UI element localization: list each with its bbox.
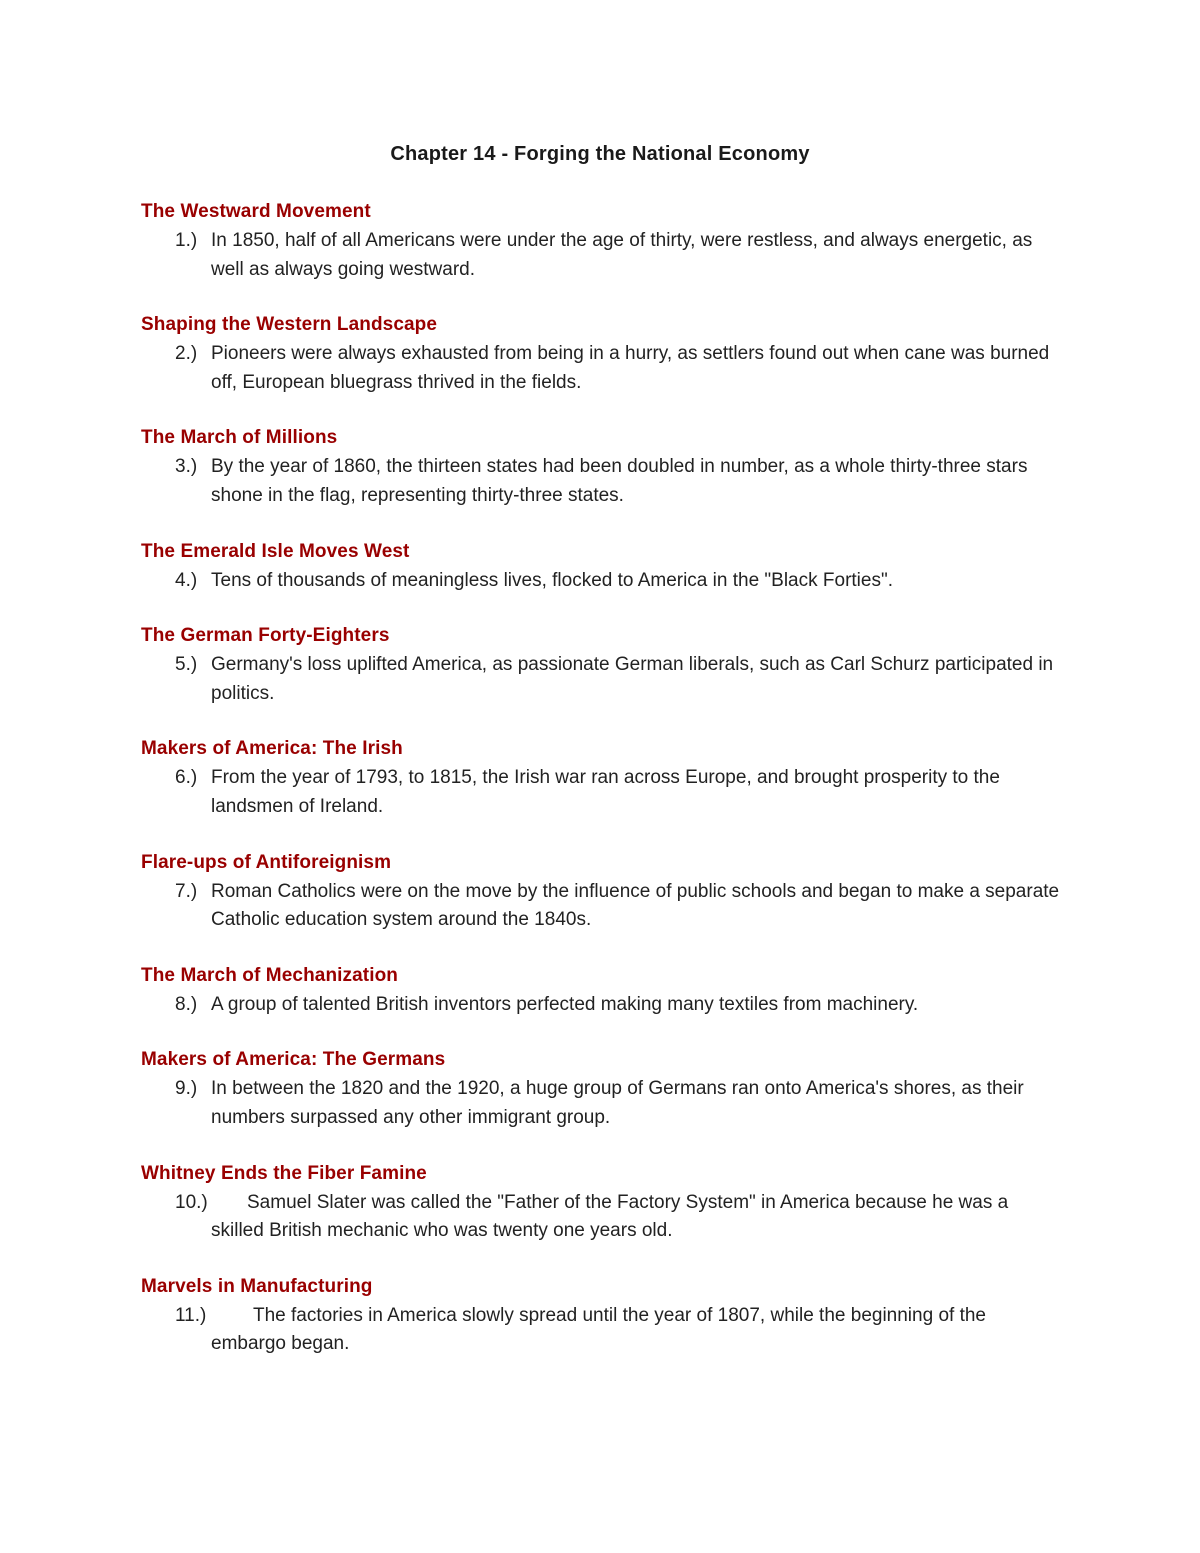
section-heading: Makers of America: The Germans bbox=[141, 1049, 446, 1071]
section-heading: Marvels in Manufacturing bbox=[141, 1275, 373, 1297]
section bbox=[141, 1275, 1081, 1359]
item-text: Tens of thousands of meaningless lives, flocked to America in the "Black Forties". bbox=[211, 569, 893, 591]
item-number: 5.) bbox=[175, 654, 198, 676]
item-text: In 1850, half of all Americans were under the age of thirty, were restless, and always energetic, as well as always going westward. bbox=[211, 230, 1033, 280]
list-item bbox=[141, 567, 1081, 596]
item-number: 1.) bbox=[175, 230, 198, 251]
item-text: Pioneers were always exhausted from being in a hurry, as settlers found out when cane was burned off, European bluegrass thrived in the fields. bbox=[211, 343, 1050, 393]
list-item bbox=[141, 1189, 1081, 1246]
item-number: 11.) bbox=[175, 1304, 207, 1326]
item-number: 2.) bbox=[175, 343, 198, 365]
item-text: By the year of 1860, the thirteen states had been doubled in number, as a whole thirty-three stars shone in the flag, representing thirty-three states. bbox=[211, 456, 1028, 506]
item-number: 10.) bbox=[175, 1191, 208, 1213]
section-heading: Whitney Ends the Fiber Famine bbox=[141, 1162, 427, 1184]
section-heading: The German Forty-Eighters bbox=[141, 625, 390, 647]
item-number: 9.) bbox=[175, 1078, 198, 1100]
section bbox=[141, 313, 1081, 397]
item-text: Samuel Slater was called the "Father of the Factory System" in America because he was a skilled British mechanic who was twenty one years old. bbox=[211, 1191, 1009, 1242]
section bbox=[141, 540, 1081, 596]
item-number: 6.) bbox=[175, 767, 198, 789]
section bbox=[141, 851, 1081, 935]
list-item bbox=[141, 1302, 1081, 1359]
list-item bbox=[141, 991, 1081, 1020]
list-item bbox=[141, 453, 1081, 510]
list-item bbox=[141, 1075, 1081, 1132]
section bbox=[141, 1048, 1081, 1132]
list-item bbox=[141, 651, 1081, 708]
item-text: A group of talented British inventors perfected making many textiles from machinery. bbox=[211, 993, 919, 1015]
item-text: Roman Catholics were on the move by the influence of public schools and began to make a separate Catholic education system around the 1840s. bbox=[211, 880, 1060, 931]
item-text: The factories in America slowly spread until the year of 1807, while the beginning of the embargo began. bbox=[211, 1304, 986, 1355]
section-heading: The March of Millions bbox=[141, 427, 338, 449]
list-item bbox=[141, 764, 1081, 821]
section-heading: Shaping the Western Landscape bbox=[141, 314, 438, 336]
item-text: In between the 1820 and the 1920, a huge group of Germans ran onto America's shores, as their numbers surpassed any other immigrant group. bbox=[211, 1078, 1024, 1128]
document-title: Chapter 14 - Forging the National Economy bbox=[390, 143, 810, 165]
list-item bbox=[141, 340, 1081, 397]
section-heading: The Emerald Isle Moves West bbox=[141, 540, 410, 562]
item-number: 3.) bbox=[175, 456, 198, 478]
item-text: Germany's loss uplifted America, as passionate German liberals, such as Carl Schurz participated in politics. bbox=[211, 654, 1054, 704]
section-heading: Flare-ups of Antiforeignism bbox=[141, 851, 392, 873]
item-text: From the year of 1793, to 1815, the Irish war ran across Europe, and brought prosperity to the landsmen of Ireland. bbox=[211, 767, 1000, 817]
section bbox=[141, 624, 1081, 708]
list-item bbox=[141, 878, 1081, 935]
section bbox=[141, 737, 1081, 821]
item-number: 4.) bbox=[175, 569, 198, 591]
section-heading: The March of Mechanization bbox=[141, 964, 399, 986]
item-number: 8.) bbox=[175, 993, 198, 1015]
section-heading: Makers of America: The Irish bbox=[141, 738, 403, 760]
list-item bbox=[141, 227, 1081, 284]
section bbox=[141, 1162, 1081, 1246]
item-number: 7.) bbox=[175, 880, 198, 902]
section bbox=[141, 200, 1081, 284]
section-heading: The Westward Movement bbox=[141, 201, 371, 222]
section bbox=[141, 426, 1081, 510]
section-list bbox=[141, 200, 1081, 1388]
section bbox=[141, 964, 1081, 1020]
